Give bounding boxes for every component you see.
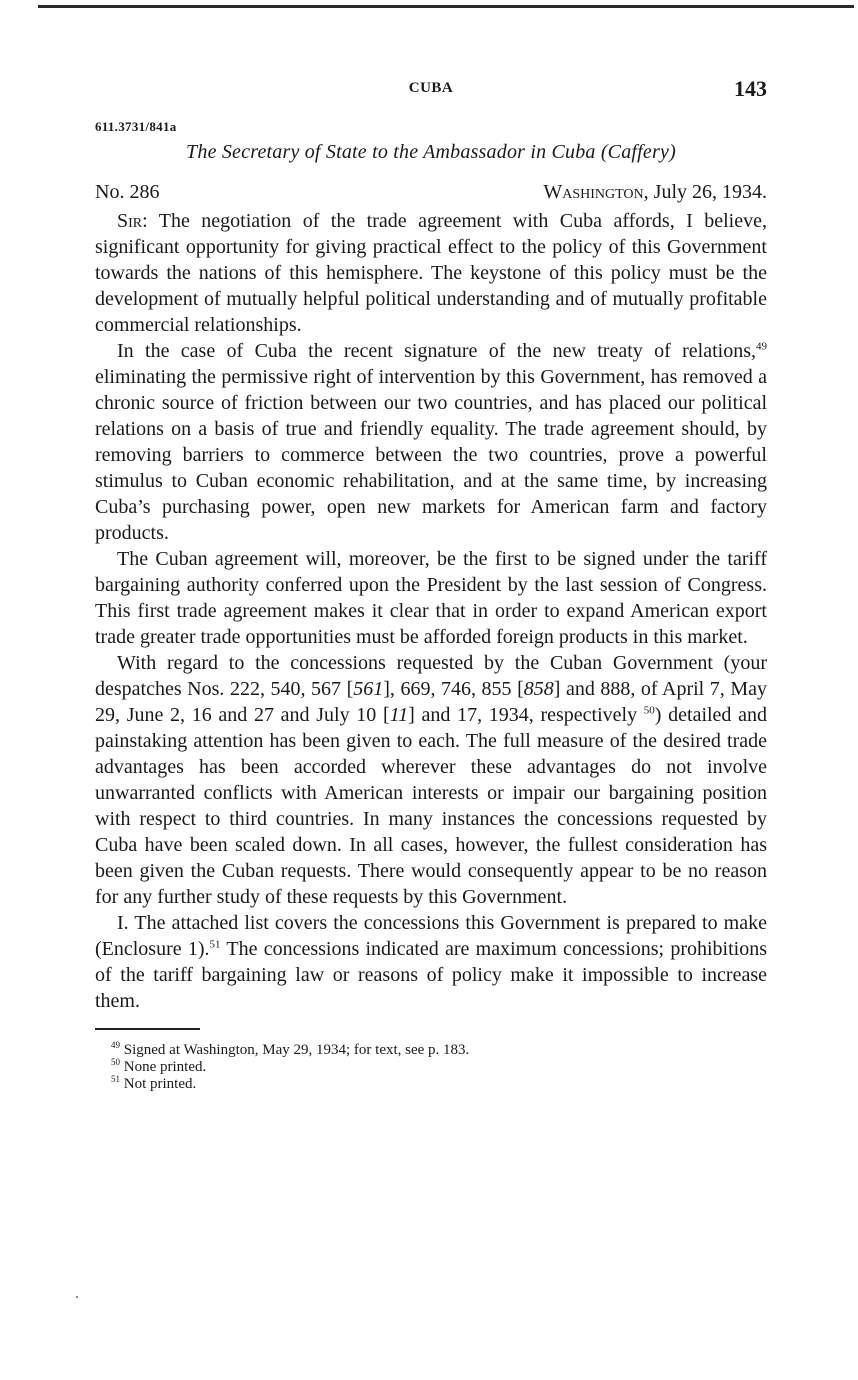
correction-11: 11	[389, 704, 409, 726]
paragraph-1	[95, 208, 767, 338]
paragraph-2-text-b: eliminating the permissive right of intervention by this Government, has removed a chronic source of friction between our two countries, and has placed our political relations on a basis of true and friendly equality. The trade agreement should, by removing barriers to commerce between the two countries, prove a powerful stimulus to Cuban economic rehabilitation, and at the same time, by increasing Cuba’s purchasing power, open new markets for American farm and factory products.	[95, 366, 767, 544]
footnote-49	[111, 1042, 767, 1059]
running-head	[95, 70, 767, 110]
footnote-50	[111, 1059, 767, 1076]
salutation: Sir	[117, 210, 143, 232]
footnote-50-text: None printed.	[120, 1059, 207, 1075]
page-number: 143	[734, 76, 767, 101]
footnote-49-text: Signed at Washington, May 29, 1934; for text, see p. 183.	[120, 1042, 470, 1058]
letter-body	[95, 208, 767, 1014]
paragraph-2	[95, 338, 767, 546]
stray-mark	[76, 1296, 78, 1298]
correction-561: 561	[353, 678, 384, 700]
footnote-51-text: Not printed.	[120, 1076, 197, 1092]
footnote-51	[111, 1076, 767, 1093]
footnote-ref-50: 50	[643, 704, 655, 717]
paragraph-4-text-b: ], 669, 746, 855 [	[383, 678, 524, 700]
dateline-date: , July 26, 1934.	[643, 181, 767, 203]
footnote-49-number: 49	[111, 1040, 120, 1050]
despatch-number: No. 286	[95, 181, 160, 203]
document-heading: The Secretary of State to the Ambassador in Cuba (Caffery)	[186, 141, 676, 163]
dateline-place: Washington	[543, 181, 644, 203]
paragraph-2-text-a: In the case of Cuba the recent signature of the new treaty of relations,	[117, 340, 756, 362]
footnote-ref-49: 49	[756, 340, 767, 353]
paragraph-4-text-c: ] and 888, of April 7, May 29, June 2, 16 and 27 and July 10 [	[95, 678, 767, 726]
footnote-51-number: 51	[111, 1074, 120, 1084]
footnote-rule	[95, 1028, 200, 1030]
paragraph-3: The Cuban agreement will, moreover, be the first to be signed under the tariff bargaining authority conferred upon the President by the last session of Congress. This first trade agreement makes it clear that in order to expand American export trade greater trade opportunities must be afforded foreign products in this market.	[95, 548, 767, 648]
paragraph-4-text-a: With regard to the concessions requested by the Cuban Government (your despatches Nos. 222, 540, 567 [	[95, 652, 767, 700]
paragraph-4-text-d: ] and 17, 1934, respectively	[408, 704, 638, 726]
correction-858: 858	[523, 678, 554, 700]
paragraph-5-text-b: The concessions indicated are maximum concessions; prohibitions of the tariff bargaining law or reasons of policy make it impossible to increase them.	[95, 938, 767, 1012]
paragraph-4-text-e: ) detailed and painstaking attention has been given to each. The full measure of the desired trade advantages has been accorded wherever these advantages do not involve unwarranted conflicts with American interests or impair our bargaining position with respect to third countries. In many instances the concessions requested by Cuba have been scaled down. In all cases, however, the fullest consideration has been given the Cuban requests. There would consequently appear to be no reason for any further study of these requests by this Government.	[95, 704, 767, 908]
paragraph-5-text-a: I. The attached list covers the concessions this Government is prepared to make (Enclosure 1).	[95, 912, 767, 960]
footnote-ref-51: 51	[209, 938, 221, 951]
file-number: 611.3731/841a	[95, 119, 177, 134]
footnote-50-number: 50	[111, 1057, 120, 1067]
place-date	[543, 181, 767, 204]
footnotes	[95, 1042, 767, 1093]
dateline	[95, 181, 767, 204]
paragraph-5	[95, 910, 767, 1014]
paragraph-1-text: : The negotiation of the trade agreement with Cuba affords, I believe, significant opportunity for giving practical effect to the policy of this Government towards the nations of this hemisphere. The keystone of this policy must be the development of mutually helpful political understanding and of mutually profitable commercial relationships.	[95, 210, 767, 336]
top-rule	[38, 5, 854, 8]
paragraph-4	[95, 650, 767, 910]
running-title: CUBA	[408, 80, 454, 96]
document-page	[95, 70, 767, 1093]
